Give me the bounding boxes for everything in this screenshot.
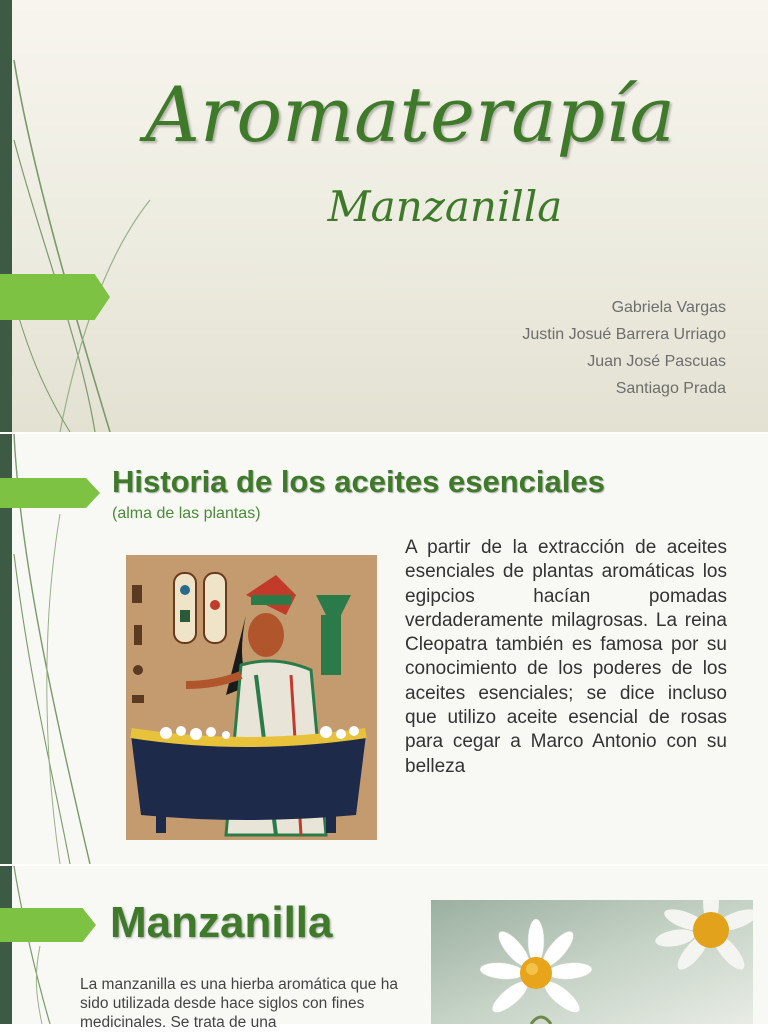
section-heading: Historia de los aceites esenciales	[112, 464, 605, 499]
history-paragraph: A partir de la extracción de aceites esenciales de plantas aromáticas los egipcios hacían pomadas verdaderamente milagrosas. La reina Cleopatra también es famosa por su conocimiento de los poderes de los aceites esenciales; se dice incluso que utilizo aceite esencial de rosas para cegar a Marco Antonio con su belleza	[405, 537, 727, 777]
presentation-subtitle: Manzanilla	[327, 182, 563, 231]
green-arrow-tab	[0, 478, 100, 508]
author-list	[522, 294, 726, 402]
green-arrow-tab	[0, 274, 110, 320]
green-arrow-tab	[0, 908, 96, 942]
chamomile-flower-photo	[431, 900, 753, 1024]
section-subheading: (alma de las plantas)	[112, 505, 261, 522]
section-heading: Manzanilla	[110, 898, 333, 947]
author-name: Justin Josué Barrera Urriago	[522, 326, 726, 343]
presentation-title: Aromaterapía	[145, 70, 675, 159]
author-name: Juan José Pascuas	[587, 353, 726, 370]
author-name: Santiago Prada	[615, 380, 726, 397]
egyptian-cleopatra-image	[126, 555, 377, 840]
author-name: Gabriela Vargas	[611, 299, 726, 316]
title-slide	[0, 0, 768, 432]
chamomile-paragraph: La manzanilla es una hierba aromática que ha sido utilizada desde hace siglos con fines medicinales. Se trata de una	[80, 976, 398, 1031]
